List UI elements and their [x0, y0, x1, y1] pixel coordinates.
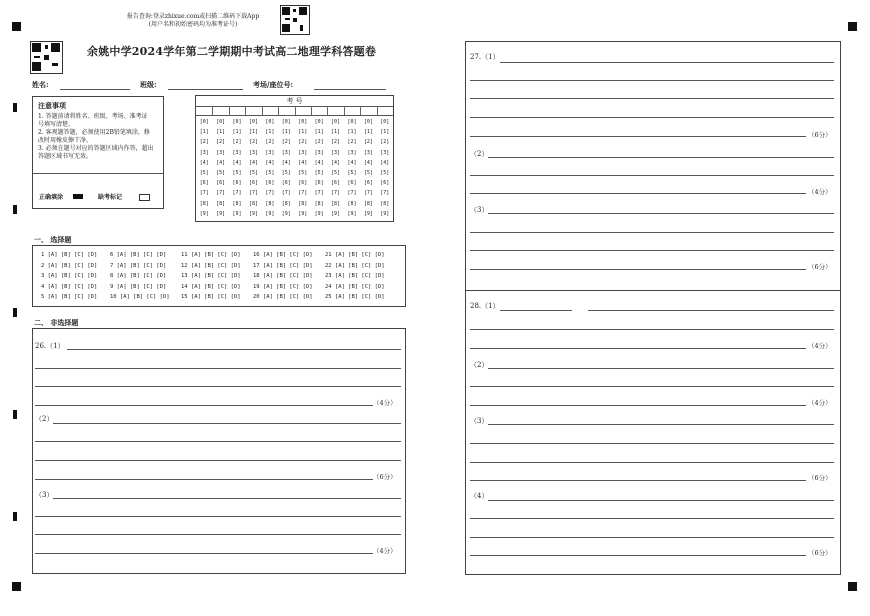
- exam-id-bubble[interactable]: [4]: [216, 159, 226, 166]
- choice-question[interactable]: 13 [A] [B] [C] [D]: [181, 273, 241, 279]
- exam-id-bubble[interactable]: [1]: [232, 129, 242, 136]
- exam-id-bubble[interactable]: [9]: [380, 210, 390, 217]
- exam-id-bubble[interactable]: [6]: [265, 180, 275, 187]
- exam-id-bubble[interactable]: [1]: [248, 129, 258, 136]
- choice-question[interactable]: 16 [A] [B] [C] [D]: [253, 252, 313, 258]
- right-answer-panel: [465, 41, 841, 575]
- exam-id-bubble[interactable]: [5]: [380, 170, 390, 176]
- q27-score3: （6分）: [808, 263, 832, 271]
- q27-part3-label: （3）: [470, 206, 489, 214]
- choice-question[interactable]: 6 [A] [B] [C] [D]: [110, 252, 167, 258]
- exam-id-bubble[interactable]: [6]: [232, 180, 242, 187]
- exam-id-bubble[interactable]: [2]: [298, 139, 308, 146]
- choice-question[interactable]: 17 [A] [B] [C] [D]: [253, 262, 313, 269]
- exam-id-bubble[interactable]: [3]: [363, 149, 373, 156]
- exam-id-bubble[interactable]: [9]: [363, 210, 373, 217]
- answer-line[interactable]: [35, 460, 401, 461]
- exam-id-bubble[interactable]: [9]: [232, 210, 242, 217]
- exam-id-column-divider: [377, 106, 378, 115]
- exam-id-bubble[interactable]: [8]: [363, 200, 373, 207]
- exam-id-bubble[interactable]: [2]: [363, 139, 373, 146]
- exam-id-bubble[interactable]: [5]: [314, 170, 324, 176]
- choice-question[interactable]: 5 [A] [B] [C] [D]: [41, 294, 98, 300]
- choice-question[interactable]: 20 [A] [B] [C] [D]: [253, 294, 313, 300]
- exam-id-bubble[interactable]: [5]: [281, 170, 291, 176]
- answer-line[interactable]: [470, 348, 806, 349]
- exam-id-bubble[interactable]: [9]: [314, 210, 324, 217]
- q26-label: 26.（1）: [35, 342, 65, 350]
- choice-question[interactable]: 2 [A] [B] [C] [D]: [41, 262, 98, 269]
- choice-question[interactable]: 24 [A] [B] [C] [D]: [325, 283, 385, 290]
- answer-line[interactable]: [470, 175, 834, 176]
- exam-id-bubble[interactable]: [8]: [314, 200, 324, 207]
- exam-id-bubble[interactable]: [3]: [265, 149, 275, 156]
- exam-id-bubble[interactable]: [1]: [265, 129, 275, 136]
- exam-id-write-divider: [196, 115, 393, 116]
- exam-id-bubble[interactable]: [4]: [347, 159, 357, 166]
- exam-id-bubble[interactable]: [4]: [314, 159, 324, 166]
- exam-id-bubble[interactable]: [9]: [216, 210, 226, 217]
- answer-line[interactable]: [470, 98, 834, 99]
- answer-line[interactable]: [500, 310, 572, 311]
- exam-id-bubble[interactable]: [8]: [331, 200, 341, 207]
- answer-line[interactable]: [35, 441, 401, 442]
- exam-id-bubble[interactable]: [7]: [216, 190, 226, 197]
- exam-id-bubble[interactable]: [6]: [216, 180, 226, 187]
- exam-id-bubble[interactable]: [3]: [331, 149, 341, 156]
- exam-id-bubble[interactable]: [8]: [281, 200, 291, 207]
- exam-id-bubble[interactable]: [3]: [232, 149, 242, 156]
- report-notice-line2: (用户名和初始密码均为准考证号): [148, 21, 238, 28]
- answer-line[interactable]: [35, 534, 401, 535]
- seat-field[interactable]: [314, 89, 386, 90]
- correct-fill-label: 正确填涂: [39, 194, 64, 201]
- exam-id-bubble[interactable]: [7]: [298, 190, 308, 197]
- exam-id-bubble[interactable]: [8]: [380, 200, 390, 207]
- q27-q28-divider: [466, 290, 840, 291]
- class-label: 班级:: [140, 80, 157, 89]
- q28-part4-label: （4）: [470, 492, 489, 500]
- exam-id-bubble[interactable]: [8]: [265, 200, 275, 207]
- corner-mark-bottom-right: [848, 582, 857, 591]
- answer-line[interactable]: [470, 555, 806, 556]
- exam-id-bubble[interactable]: [7]: [380, 190, 390, 197]
- exam-id-column-divider: [262, 106, 263, 115]
- exam-id-column-divider: [360, 106, 361, 115]
- exam-id-bubble[interactable]: [6]: [248, 180, 258, 187]
- choice-question[interactable]: 1 [A] [B] [C] [D]: [41, 252, 98, 258]
- exam-id-bubble[interactable]: [0]: [281, 119, 291, 125]
- exam-id-bubble[interactable]: [5]: [298, 170, 308, 176]
- q27-label: 27.（1）: [470, 53, 500, 61]
- answer-line[interactable]: [470, 386, 834, 387]
- choice-question[interactable]: 10 [A] [B] [C] [D]: [110, 294, 170, 300]
- answer-line[interactable]: [35, 479, 373, 480]
- exam-id-bubble[interactable]: [0]: [248, 119, 258, 125]
- correct-fill-sample: [73, 194, 83, 199]
- answer-line[interactable]: [488, 213, 834, 214]
- section2-title: 二、 非选择题: [34, 318, 79, 327]
- exam-id-label: 考 号: [286, 97, 303, 105]
- answer-line[interactable]: [35, 386, 401, 387]
- answer-line[interactable]: [53, 498, 401, 499]
- seat-label: 考场/座位号:: [253, 80, 294, 89]
- notice-text: [38, 113, 162, 161]
- q28-score1: （4分）: [808, 342, 832, 350]
- exam-id-bubble[interactable]: [4]: [248, 159, 258, 166]
- answer-line[interactable]: [470, 462, 834, 463]
- exam-id-bubble[interactable]: [8]: [347, 200, 357, 207]
- exam-id-grid: [195, 95, 394, 222]
- exam-id-bubble[interactable]: [6]: [363, 180, 373, 187]
- exam-id-bubble[interactable]: [5]: [347, 170, 357, 176]
- exam-id-bubble[interactable]: [6]: [314, 180, 324, 187]
- exam-id-bubble[interactable]: [7]: [347, 190, 357, 197]
- exam-id-bubble[interactable]: [4]: [265, 159, 275, 166]
- exam-id-bubble[interactable]: [3]: [216, 149, 226, 156]
- choice-question-box: [32, 245, 406, 307]
- corner-mark-bottom-left: [12, 582, 21, 591]
- page-title: 余姚中学2024学年第二学期期中考试高二地理学科答题卷: [87, 45, 377, 58]
- exam-id-bubble[interactable]: [9]: [281, 210, 291, 217]
- exam-id-bubble[interactable]: [3]: [281, 149, 291, 156]
- choice-question[interactable]: 8 [A] [B] [C] [D]: [110, 273, 167, 279]
- timing-mark: [13, 512, 17, 521]
- answer-line[interactable]: [35, 553, 373, 554]
- choice-question[interactable]: 12 [A] [B] [C] [D]: [181, 262, 241, 269]
- exam-id-bubble[interactable]: [0]: [314, 119, 324, 125]
- section1-title: 一、 选择题: [34, 235, 72, 244]
- exam-id-bubble[interactable]: [6]: [281, 180, 291, 187]
- exam-id-bubble[interactable]: [4]: [298, 159, 308, 166]
- exam-id-bubble[interactable]: [2]: [347, 139, 357, 146]
- exam-id-column-divider: [327, 106, 328, 115]
- exam-id-bubble[interactable]: [1]: [216, 129, 226, 136]
- answer-line[interactable]: [35, 405, 373, 406]
- exam-id-bubble[interactable]: [6]: [380, 180, 390, 187]
- exam-id-bubble[interactable]: [0]: [199, 119, 209, 125]
- answer-line[interactable]: [470, 232, 834, 233]
- answer-line[interactable]: [470, 269, 806, 270]
- exam-id-bubble[interactable]: [0]: [265, 119, 275, 125]
- choice-question[interactable]: 21 [A] [B] [C] [D]: [325, 252, 385, 258]
- q28-part2-label: （2）: [470, 361, 489, 369]
- q27-part2-label: （2）: [470, 150, 489, 158]
- notice-line: 改时用橡皮擦干净。: [38, 137, 93, 144]
- timing-mark: [13, 205, 17, 214]
- exam-id-bubble[interactable]: [7]: [281, 190, 291, 197]
- exam-id-bubble[interactable]: [7]: [363, 190, 373, 197]
- choice-question[interactable]: 4 [A] [B] [C] [D]: [41, 283, 98, 290]
- absent-label: 缺考标记: [98, 194, 123, 201]
- answer-line[interactable]: [470, 117, 834, 118]
- exam-id-bubble[interactable]: [1]: [363, 129, 373, 136]
- exam-id-bubble[interactable]: [0]: [298, 119, 308, 125]
- exam-id-bubble[interactable]: [3]: [380, 149, 390, 156]
- exam-id-bubble[interactable]: [1]: [331, 129, 341, 136]
- exam-id-column-divider: [278, 106, 279, 115]
- timing-mark: [13, 103, 17, 112]
- choice-question[interactable]: 14 [A] [B] [C] [D]: [181, 283, 241, 290]
- exam-id-bubble[interactable]: [9]: [248, 210, 258, 217]
- choice-question[interactable]: 3 [A] [B] [C] [D]: [41, 273, 98, 279]
- choice-question[interactable]: 11 [A] [B] [C] [D]: [181, 252, 241, 258]
- exam-id-bubble[interactable]: [4]: [363, 159, 373, 166]
- q26-score1: （4分）: [373, 399, 397, 407]
- exam-id-bubble[interactable]: [2]: [248, 139, 258, 146]
- q26-score2: （6分）: [373, 473, 397, 481]
- exam-id-bubble[interactable]: [0]: [331, 119, 341, 125]
- exam-id-bubble[interactable]: [4]: [331, 159, 341, 166]
- answer-line[interactable]: [470, 480, 806, 481]
- answer-line[interactable]: [470, 518, 834, 519]
- q26-score3: （4分）: [373, 547, 397, 555]
- exam-id-bubble[interactable]: [4]: [380, 159, 390, 166]
- exam-id-bubble[interactable]: [5]: [363, 170, 373, 176]
- answer-line[interactable]: [470, 443, 834, 444]
- answer-line[interactable]: [488, 157, 834, 158]
- q28-score4: （6分）: [808, 549, 832, 557]
- exam-id-bubble[interactable]: [3]: [314, 149, 324, 156]
- notice-line: 号填写清楚。: [38, 121, 75, 128]
- exam-id-bubble[interactable]: [6]: [331, 180, 341, 187]
- q28-score2: （4分）: [808, 399, 832, 407]
- answer-line[interactable]: [488, 424, 834, 425]
- timing-mark: [13, 410, 17, 419]
- exam-id-bubble[interactable]: [7]: [248, 190, 258, 197]
- exam-id-bubble[interactable]: [1]: [298, 129, 308, 136]
- exam-id-bubble[interactable]: [7]: [199, 190, 209, 197]
- exam-id-bubble[interactable]: [5]: [232, 170, 242, 176]
- choice-question[interactable]: 23 [A] [B] [C] [D]: [325, 273, 385, 279]
- answer-line[interactable]: [470, 193, 806, 194]
- answer-line[interactable]: [500, 62, 834, 63]
- exam-id-bubble[interactable]: [0]: [380, 119, 390, 125]
- exam-id-column-divider: [295, 106, 296, 115]
- qr-code-left: [30, 41, 63, 74]
- exam-id-bubble[interactable]: [9]: [199, 210, 209, 217]
- answer-line[interactable]: [488, 500, 834, 501]
- answer-line[interactable]: [588, 310, 834, 311]
- exam-id-bubble[interactable]: [9]: [347, 210, 357, 217]
- exam-id-bubble[interactable]: [0]: [216, 119, 226, 125]
- exam-id-bubble[interactable]: [1]: [347, 129, 357, 136]
- exam-id-bubble[interactable]: [0]: [363, 119, 373, 125]
- q26-part2-label: （2）: [35, 415, 54, 423]
- exam-id-bubble[interactable]: [2]: [281, 139, 291, 146]
- exam-id-column-divider: [344, 106, 345, 115]
- q28-part3-label: （3）: [470, 417, 489, 425]
- exam-id-bubble[interactable]: [5]: [216, 170, 226, 176]
- name-field[interactable]: [60, 89, 130, 90]
- exam-id-bubble[interactable]: [1]: [281, 129, 291, 136]
- notice-line: 2. 客观题答题，必须使用2B铅笔填涂，修: [38, 129, 150, 136]
- exam-id-column-divider: [212, 106, 213, 115]
- exam-id-bubble[interactable]: [8]: [216, 200, 226, 207]
- exam-id-bubble[interactable]: [8]: [248, 200, 258, 207]
- corner-mark-top-right: [848, 22, 857, 31]
- absent-checkbox[interactable]: [139, 194, 150, 201]
- exam-id-bubble[interactable]: [6]: [347, 180, 357, 187]
- exam-id-bubble[interactable]: [2]: [265, 139, 275, 146]
- exam-id-bubble[interactable]: [9]: [331, 210, 341, 217]
- answer-line[interactable]: [488, 368, 834, 369]
- exam-id-bubble[interactable]: [9]: [298, 210, 308, 217]
- exam-id-bubble[interactable]: [6]: [199, 180, 209, 187]
- exam-id-bubble[interactable]: [3]: [347, 149, 357, 156]
- exam-id-bubble[interactable]: [5]: [265, 170, 275, 176]
- choice-question[interactable]: 15 [A] [B] [C] [D]: [181, 294, 241, 300]
- exam-id-bubble[interactable]: [5]: [248, 170, 258, 176]
- exam-id-bubble[interactable]: [8]: [232, 200, 242, 207]
- exam-id-bubble[interactable]: [2]: [314, 139, 324, 146]
- exam-id-bubble[interactable]: [2]: [199, 139, 209, 146]
- exam-id-bubble[interactable]: [1]: [199, 129, 209, 136]
- answer-line[interactable]: [35, 516, 401, 517]
- qr-code-top: [280, 5, 310, 35]
- report-notice-line1: 报告查询:登录zhixue.com或扫描二维码下载App: [126, 13, 260, 20]
- exam-id-column-divider: [245, 106, 246, 115]
- exam-id-bubble[interactable]: [5]: [331, 170, 341, 176]
- exam-id-bubble[interactable]: [7]: [331, 190, 341, 197]
- exam-id-column-divider: [229, 106, 230, 115]
- exam-id-bubble[interactable]: [2]: [380, 139, 390, 146]
- answer-line[interactable]: [470, 537, 834, 538]
- exam-id-bubble[interactable]: [5]: [199, 170, 209, 176]
- notice-heading: 注意事项: [38, 101, 66, 110]
- report-notice: [118, 13, 268, 29]
- exam-id-bubble[interactable]: [7]: [265, 190, 275, 197]
- choice-question[interactable]: 18 [A] [B] [C] [D]: [253, 273, 313, 279]
- answer-line[interactable]: [53, 423, 401, 424]
- exam-id-column-divider: [311, 106, 312, 115]
- choice-question[interactable]: 25 [A] [B] [C] [D]: [325, 294, 385, 300]
- q27-score2: （4分）: [808, 188, 832, 196]
- answer-line[interactable]: [470, 329, 834, 330]
- exam-id-bubble[interactable]: [3]: [248, 149, 258, 156]
- q26-part3-label: （3）: [35, 491, 54, 499]
- exam-id-bubble[interactable]: [7]: [232, 190, 242, 197]
- answer-line[interactable]: [470, 136, 806, 137]
- exam-id-bubble[interactable]: [2]: [216, 139, 226, 146]
- notice-box: [32, 96, 164, 209]
- exam-id-bubble[interactable]: [4]: [281, 159, 291, 166]
- exam-id-bubble[interactable]: [3]: [199, 149, 209, 156]
- timing-mark: [13, 308, 17, 317]
- choice-question[interactable]: 9 [A] [B] [C] [D]: [110, 283, 167, 290]
- q28-label: 28.（1）: [470, 302, 500, 310]
- exam-id-bubble[interactable]: [4]: [232, 159, 242, 166]
- corner-mark-top-left: [12, 22, 21, 31]
- exam-id-bubble[interactable]: [1]: [314, 129, 324, 136]
- q27-score1: （6分）: [808, 131, 832, 139]
- exam-id-bubble[interactable]: [2]: [331, 139, 341, 146]
- exam-id-bubble[interactable]: [2]: [232, 139, 242, 146]
- choice-question[interactable]: 7 [A] [B] [C] [D]: [110, 262, 167, 269]
- exam-id-bubble[interactable]: [6]: [298, 180, 308, 187]
- exam-id-bubble[interactable]: [8]: [199, 200, 209, 207]
- notice-line: 3. 必须在题号对应的答题区域内作答，超出: [38, 145, 154, 152]
- notice-divider: [33, 173, 163, 174]
- answer-line[interactable]: [470, 250, 834, 251]
- exam-id-bubble[interactable]: [1]: [380, 129, 390, 136]
- class-field[interactable]: [168, 89, 243, 90]
- exam-id-bubble[interactable]: [9]: [265, 210, 275, 217]
- exam-id-bubble[interactable]: [0]: [347, 119, 357, 125]
- exam-id-bubble[interactable]: [8]: [298, 200, 308, 207]
- q26-answer-box: [32, 328, 406, 574]
- answer-line[interactable]: [470, 405, 806, 406]
- notice-line: 答题区域书写无效。: [38, 153, 93, 160]
- exam-id-bubble[interactable]: [4]: [199, 159, 209, 166]
- answer-line[interactable]: [35, 368, 401, 369]
- q28-score3: （6分）: [808, 474, 832, 482]
- exam-id-bubble[interactable]: [0]: [232, 119, 242, 125]
- exam-id-bubble[interactable]: [3]: [298, 149, 308, 156]
- notice-line: 1. 答题前请将姓名、班级、考场、准考证: [38, 113, 148, 120]
- answer-line[interactable]: [67, 349, 401, 350]
- exam-id-bubble[interactable]: [7]: [314, 190, 324, 197]
- choice-question[interactable]: 19 [A] [B] [C] [D]: [253, 283, 313, 290]
- name-label: 姓名:: [32, 80, 49, 89]
- choice-question[interactable]: 22 [A] [B] [C] [D]: [325, 262, 385, 269]
- answer-line[interactable]: [470, 80, 834, 81]
